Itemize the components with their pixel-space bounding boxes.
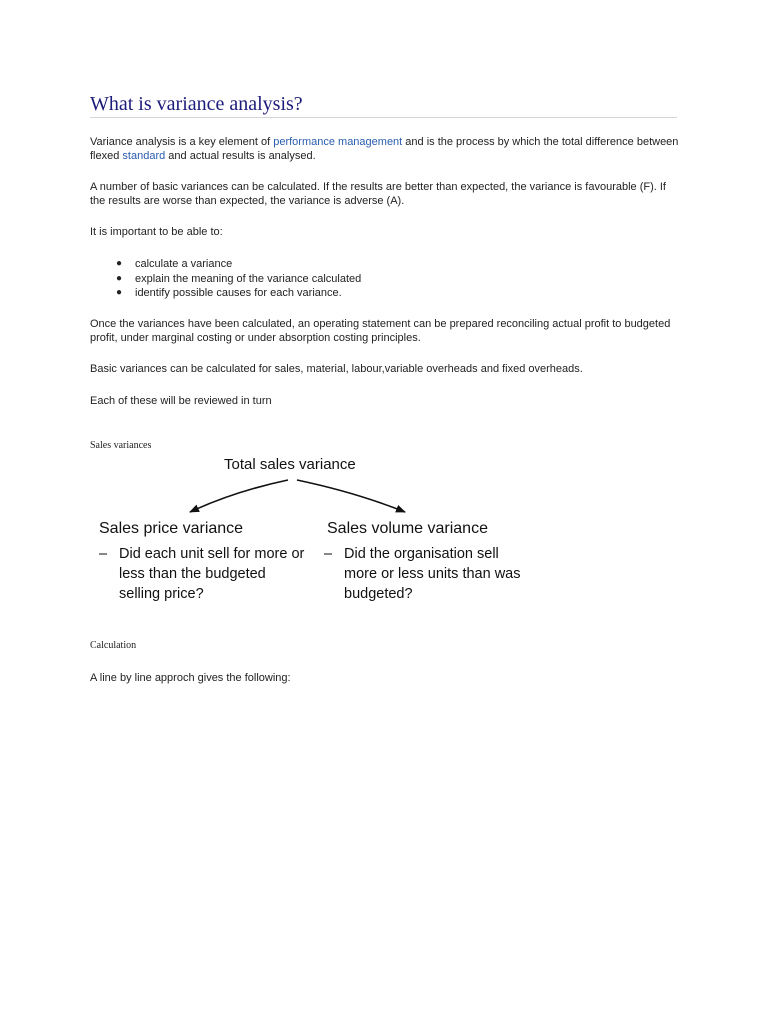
- intro-paragraph: [90, 136, 680, 163]
- bullet-icon: ●: [116, 272, 123, 284]
- sales-volume-variance-label: Sales volume variance: [327, 520, 488, 537]
- total-sales-variance-label: Total sales variance: [224, 456, 356, 473]
- sales-volume-description: [324, 544, 534, 604]
- list-item: [90, 286, 361, 301]
- review-paragraph: Each of these will be reviewed in turn: [90, 395, 272, 407]
- intro-text-start: Variance analysis is a key element of: [90, 136, 274, 148]
- skills-list: [90, 257, 361, 301]
- page-title: What is variance analysis?: [90, 93, 303, 115]
- list-item-text: identify possible causes for each variance.: [135, 287, 342, 299]
- bullet-icon: ●: [116, 258, 123, 269]
- list-item-text: explain the meaning of the variance calculated: [135, 272, 362, 285]
- intro-text-middle: and is the process by which the total difference between flexed: [90, 136, 679, 162]
- dash-marker: –: [324, 546, 333, 562]
- list-item: [90, 257, 361, 272]
- line-by-line-paragraph: A line by line approch gives the following:: [90, 672, 291, 684]
- sales-volume-question: Did the organisation sell more or less units than was budgeted?: [344, 546, 521, 602]
- sales-price-question: Did each unit sell for more or less than the budgeted selling price?: [119, 546, 305, 602]
- sales-variance-diagram: [90, 450, 521, 630]
- sales-price-description: [99, 544, 309, 604]
- list-item-text: calculate a variance: [135, 258, 233, 270]
- variance-types-paragraph: Basic variances can be calculated for sales, material, labour,variable overheads and fixed overheads.: [90, 363, 583, 375]
- bullet-icon: ●: [116, 287, 123, 298]
- basic-variances-paragraph: A number of basic variances can be calculated. If the results are better than expected, the variance is favourable (F). If the results are worse than expected, the variance is adverse (A).: [90, 181, 666, 207]
- sales-variances-heading: Sales variances: [90, 440, 152, 451]
- operating-statement-paragraph: Once the variances have been calculated, an operating statement can be prepared reconciling actual profit to budgeted profit, under marginal costing or under absorption costing principles.: [90, 318, 671, 344]
- calculation-heading: Calculation: [90, 640, 137, 651]
- right-arrow: [297, 480, 405, 512]
- intro-text-end: and actual results is analysed.: [165, 149, 316, 162]
- left-arrow: [190, 480, 288, 512]
- dash-marker: –: [99, 546, 108, 562]
- sales-price-variance-label: Sales price variance: [99, 520, 244, 537]
- important-paragraph: It is important to be able to:: [90, 226, 223, 238]
- title-divider: [90, 117, 677, 118]
- list-item: [90, 272, 361, 287]
- performance-management-link[interactable]: performance management: [273, 136, 403, 148]
- standard-link[interactable]: standard: [122, 149, 166, 162]
